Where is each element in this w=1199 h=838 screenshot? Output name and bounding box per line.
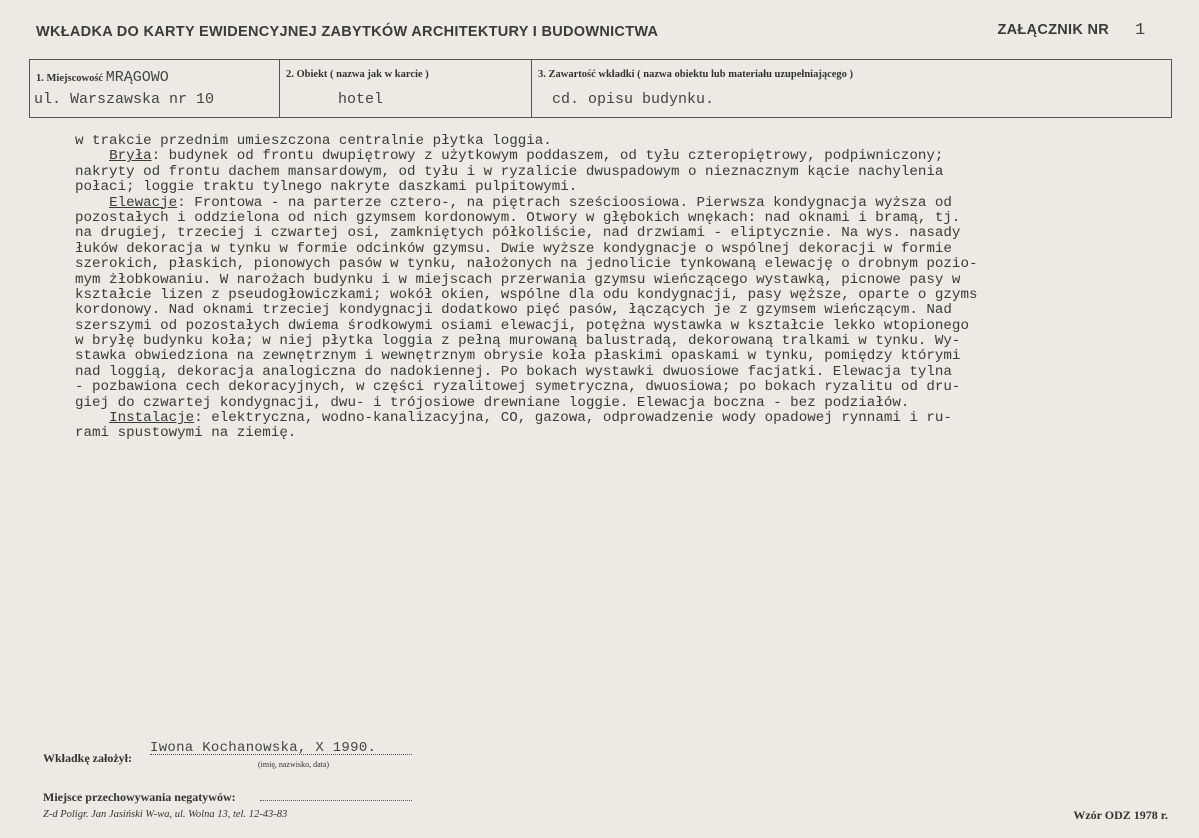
object-label: 2. Obiekt ( nazwa jak w karcie ): [286, 69, 429, 80]
section-heading: Elewacje: [109, 194, 178, 211]
contents-field: [532, 60, 1171, 117]
description-line: [75, 411, 1145, 426]
annex-label: ZAŁĄCZNIK NR: [997, 22, 1109, 38]
negatives-label: Miejsce przechowywania negatywów:: [43, 790, 236, 804]
description-line: [75, 149, 1145, 164]
locality-value: ul. Warszawska nr 10: [34, 91, 215, 108]
locality-label: [36, 69, 169, 86]
description-line: [75, 134, 1145, 149]
printer-imprint: Z-d Poligr. Jan Jasiński W-wa, ul. Wolna 13, tel. 12-43-83: [43, 809, 288, 820]
line-text: giej do czwartej kondygnacji, dwu- i trójosiowe drewniane loggie. Elewacja boczna - bez podziałów.: [75, 394, 910, 411]
line-text: nakryty od frontu dachem mansardowym, od tyłu i w ryzalicie dwuspadowym o nieznacznym kącie nachylenia: [75, 163, 944, 180]
description-line: [75, 180, 1145, 195]
description-text: [75, 134, 1145, 442]
line-text: stawka obwiedziona na zewnętrznym i wewnętrznym obrysie koła płaskimi opaskami w tynku, pomiędzy którymi: [75, 348, 961, 365]
description-line: [75, 319, 1145, 334]
description-line: [75, 288, 1145, 303]
description-line: [75, 396, 1145, 411]
line-text: : elektryczna, wodno-kanalizacyjna, CO, gazowa, odprowadzenie wody opadowej rynnami i ru-: [194, 410, 952, 427]
description-line: [75, 365, 1145, 380]
line-text: : Frontowa - na parterze cztero-, na piętrach sześcioosiowa. Pierwsza kondygnacja wyższa od: [177, 194, 952, 211]
description-line: [75, 211, 1145, 226]
line-text: szerszymi od pozostałych dwiema środkowymi osiami elewacji, potężna wystawka w kształcie lekko wtopionego: [75, 317, 969, 334]
description-line: [75, 242, 1145, 257]
line-text: pozostałych i oddzielona od nich gzymsem kordonowym. Otwory w głębokich wnękach: nad oknami i bramą, tj.: [75, 209, 961, 226]
annex-number: 1: [1135, 21, 1146, 40]
line-text: kordonowy. Nad oknami trzeciej kondygnacji dodatkowo pięć pasów, łączących je z gzymsem wieńczącym. Nad: [75, 302, 952, 319]
description-line: [75, 257, 1145, 272]
line-text: kształcie lizen z pseudogłowiczkami; wokół okien, wspólne dla odu kondygnacji, pasy węższe, oparte o gzyms: [75, 286, 978, 303]
line-text: nad loggią, dekoracja analogiczna do nadokiennej. Po bokach wystawki dwuosiowe facjatki. Elewacja tylna: [75, 363, 952, 380]
founder-hint: (imię, nazwisko, data): [258, 760, 330, 769]
line-text: : budynek od frontu dwupiętrowy z użytkowym poddaszem, od tyłu czteropiętrowy, podpiwniczony;: [151, 148, 944, 165]
negatives-dotted-line: [260, 800, 412, 801]
description-line: [75, 196, 1145, 211]
line-text: rami spustowymi na ziemię.: [75, 425, 297, 442]
line-text: w bryłę budynku koła; w niej płytka loggia z pełną murowaną balustradą, dekorowaną tralkami w tynku. Wy-: [75, 333, 961, 350]
description-line: [75, 165, 1145, 180]
line-text: - pozbawiona cech dekoracyjnych, w części ryzalitowej symetryczna, dwuosiowa; po bokach ryzalitu od dru-: [75, 379, 961, 396]
section-heading: Instalacje: [109, 410, 195, 427]
line-text: szerokich, płaskich, pionowych pasów w tynku, nałożonych na jednolicie tynkowaną elewację o drobnym pozio-: [75, 256, 978, 273]
description-line: [75, 334, 1145, 349]
contents-label: 3. Zawartość wkładki ( nazwa obiektu lub materiału uzupełniającego ): [538, 69, 854, 80]
form-title: WKŁADKA DO KARTY EWIDENCYJNEJ ZABYTKÓW ARCHITEKTURY I BUDOWNICTWA: [36, 24, 659, 40]
line-text: mym żłobkowaniu. W narożach budynku i w miejscach przerwania gzymsu wieńczącego wystawką, picnowe pasy w: [75, 271, 961, 288]
locality-field: [30, 60, 280, 117]
section-heading: Bryła: [109, 148, 152, 165]
line-text: łuków dekoracja w tynku w formie odcinków gzymsu. Dwie wyższe kondygnacje o wspólnej dekoracji w formie: [75, 240, 952, 257]
description-line: [75, 303, 1145, 318]
description-line: [75, 226, 1145, 241]
object-field: [280, 60, 532, 117]
object-value: hotel: [338, 91, 384, 108]
founder-dotted-line: [150, 754, 412, 755]
header-fields-table: [29, 59, 1172, 118]
line-text: połaci; loggie traktu tylnego nakryte daszkami pulpitowymi.: [75, 179, 578, 196]
description-line: [75, 426, 1145, 441]
locality-label-text: 1. Miejscowość: [36, 73, 104, 84]
founder-value: Iwona Kochanowska, X 1990.: [150, 740, 377, 756]
contents-value: cd. opisu budynku.: [552, 91, 715, 108]
line-text: na drugiej, trzeciej i czwartej osi, zamkniętych półkoliście, nad drzwiami - eliptycznie. Na wys. nasady: [75, 225, 961, 242]
founder-label: Wkładkę założył:: [43, 751, 132, 765]
line-text: w trakcie przednim umieszczona centralnie płytka loggia.: [75, 133, 552, 149]
description-line: [75, 349, 1145, 364]
form-pattern: Wzór ODZ 1978 r.: [1073, 808, 1168, 822]
description-line: [75, 273, 1145, 288]
locality-inline-value: MRĄGOWO: [105, 69, 169, 86]
description-line: [75, 380, 1145, 395]
